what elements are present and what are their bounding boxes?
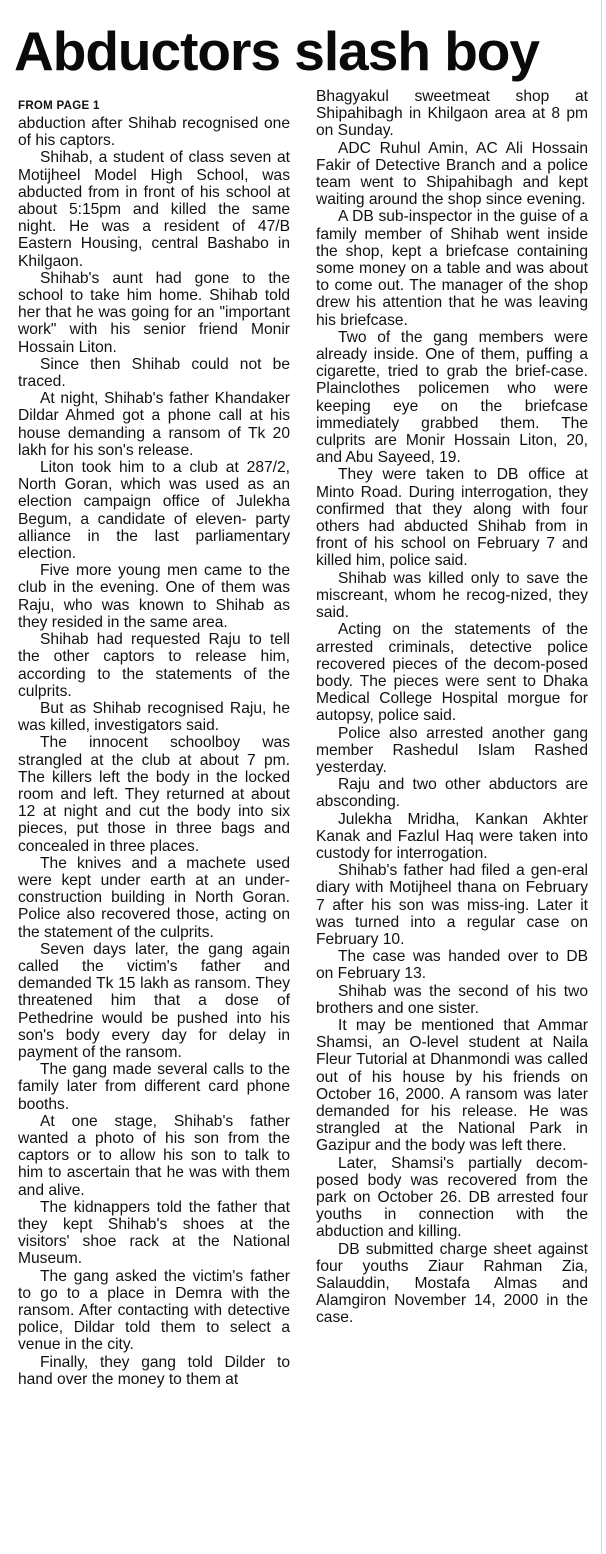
paragraph: Bhagyakul sweetmeat shop at Shipahibagh in Khilgaon area at 8 pm on Sunday.	[316, 88, 588, 140]
paragraph: It may be mentioned that Ammar Shamsi, an O-level student at Naila Fleur Tutorial at Dhanmondi was called out of his house by his friends on October 16, 2000. A ransom was later demanded for his release. He was strangled at the National Park in Gazipur and the body was left there.	[316, 1016, 588, 1155]
paragraph: But as Shihab recognised Raju, he was killed, investigators said.	[18, 699, 290, 735]
paragraph: Raju and two other abductors are absconding.	[316, 776, 588, 811]
paragraph: Julekha Mridha, Kankan Akhter Kanak and Fazlul Haq were taken into custody for interrogation.	[316, 810, 588, 862]
paragraph: Finally, they gang told Dilder to hand over the money to them at	[18, 1353, 290, 1388]
article-column-right	[316, 88, 588, 1327]
paragraph: Shihab was the second of his two brothers and one sister.	[316, 982, 588, 1017]
paragraph: Shihab was killed only to save the miscreant, whom he recog-nized, they said.	[316, 569, 588, 622]
paragraph: ADC Ruhul Amin, AC Ali Hossain Fakir of Detective Branch and a police team went to Shipahibagh and kept waiting around the shop since evening.	[316, 139, 588, 209]
headline: Abductors slash boy	[14, 20, 539, 82]
article-column-left	[18, 98, 290, 1388]
paragraph: They were taken to DB office at Minto Road. During interrogation, they confirmed that they along with four others had abducted Shihab from in front of his school on February 7 and killed him, police said.	[316, 466, 588, 570]
paragraph: Five more young men came to the club in the evening. One of them was Raju, who was known to Shihab as they resided in the same area.	[18, 562, 290, 631]
paragraph: Shihab had requested Raju to tell the other captors to release him, according to the statements of the culprits.	[18, 631, 290, 700]
paragraph: Acting on the statements of the arrested criminals, detective police recovered pieces of the decom-posed body. The pieces were sent to Dhaka Medical College Hospital morgue for autopsy, police said.	[316, 621, 588, 725]
paragraph: Shihab, a student of class seven at Motijheel Model High School, was abducted from in front of his school at about 5:15pm and killed the same night. He was a resident of 47/B Eastern Housing, central Bashabo in Khilgaon.	[18, 149, 290, 270]
paragraph: Since then Shihab could not be traced.	[18, 355, 290, 391]
paragraph: Police also arrested another gang member Rashedul Islam Rashed yesterday.	[316, 724, 588, 776]
paragraph: The innocent schoolboy was strangled at the club at about 7 pm. The killers left the body in the locked room and left. They returned at about 12 at night and cut the body into six pieces, put those in three bags and concealed in three places.	[18, 734, 290, 855]
paragraph: abduction after Shihab recognised one of his captors.	[18, 115, 290, 150]
paragraph: A DB sub-inspector in the guise of a family member of Shihab went inside the shop, kept a briefcase containing some money on a table and was about to come out. The manager of the shop drew his attention that he was leaving his briefcase.	[316, 208, 588, 329]
paragraph: DB submitted charge sheet against four youths Ziaur Rahman Zia, Salauddin, Mostafa Almas and Alamgiron November 14, 2000 in the case.	[316, 1240, 588, 1327]
paragraph: The kidnappers told the father that they kept Shihab's shoes at the visitors' shoe rack at the National Museum.	[18, 1198, 290, 1268]
paragraph: The gang made several calls to the family later from different card phone booths.	[18, 1061, 290, 1113]
paragraph: Shihab's aunt had gone to the school to take him home. Shihab told her that he was going for an "important work" with his senior friend Monir Hossain Liton.	[18, 269, 290, 356]
paragraph: The case was handed over to DB on February 13.	[316, 948, 588, 983]
page-edge-rule	[601, 0, 602, 1554]
kicker: FROM PAGE 1	[18, 100, 100, 112]
paragraph: Two of the gang members were already inside. One of them, puffing a cigarette, tried to grab the brief-case. Plainclothes policemen who were keeping eye on the briefcase immediately grabbed them. The culprits are Monir Hossain Liton, 20, and Abu Sayeed, 19.	[316, 328, 588, 467]
paragraph: At night, Shihab's father Khandaker Dildar Ahmed got a phone call at his house demanding a ransom of Tk 20 lakh for his son's release.	[18, 390, 290, 459]
paragraph: Shihab's father had filed a gen-eral diary with Motijheel thana on February 7 after his son was miss-ing. Later it was turned into a regular case on February 10.	[316, 862, 588, 948]
paragraph: Seven days later, the gang again called the victim's father and demanded Tk 15 lakh as ransom. They threatened him that a dose of Pethedrine would be pushed into his son's body every day for delay in payment of the ransom.	[18, 940, 290, 1061]
paragraph: Later, Shamsi's partially decom-posed body was recovered from the park on October 26. DB arrested four youths in connection with the abduction and killing.	[316, 1154, 588, 1241]
paragraph: The gang asked the victim's father to go to a place in Demra with the ransom. After contacting with detective police, Dildar told them to select a venue in the city.	[18, 1267, 290, 1354]
paragraph: The knives and a machete used were kept under earth at an under-construction building in North Goran. Police also recovered those, acting on the statement of the culprits.	[18, 854, 290, 941]
paragraph: Liton took him to a club at 287/2, North Goran, which was used as an election campaign office of Julekha Begum, a candidate of eleven- party alliance in the last parliamentary election.	[18, 459, 290, 563]
paragraph: At one stage, Shihab's father wanted a photo of his son from the captors or to allow his son to talk to him to ascertain that he was with them and alive.	[18, 1112, 290, 1199]
